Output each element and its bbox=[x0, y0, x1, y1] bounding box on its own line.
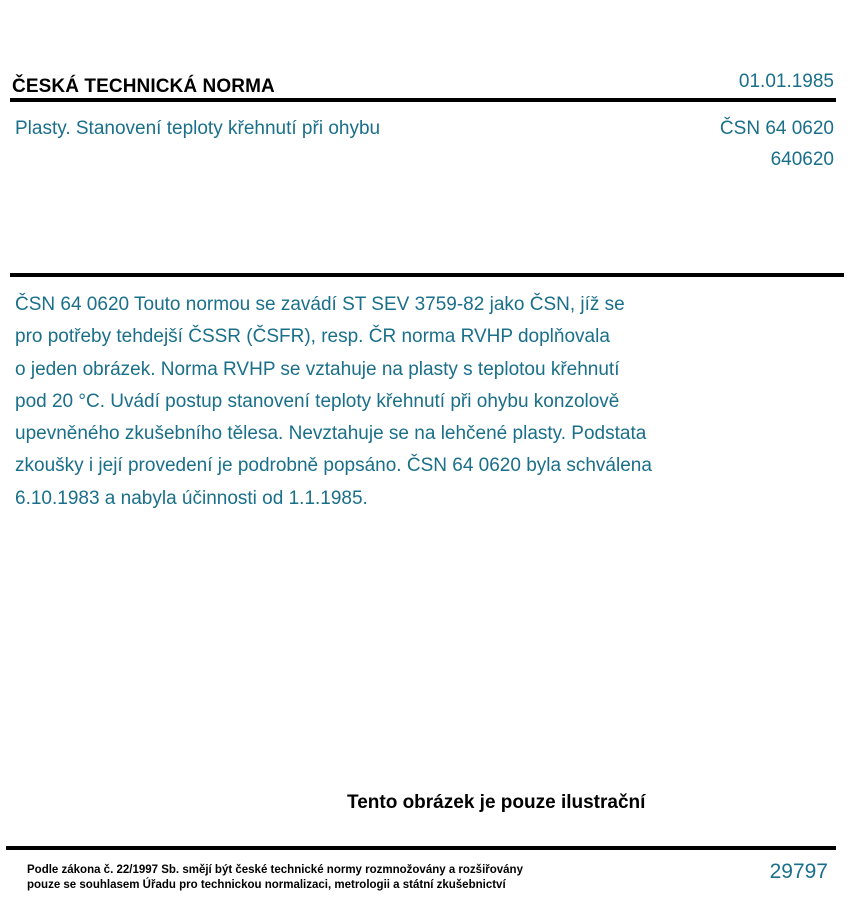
issue-date: 01.01.1985 bbox=[738, 71, 834, 92]
header-divider bbox=[10, 98, 836, 102]
legal-line: pouze se souhlasem Úřadu pro technickou normalizaci, metrologii a státní zkušebnictví bbox=[27, 879, 506, 891]
document-code: ČSN 64 0620 bbox=[719, 118, 834, 139]
norm-title: ČESKÁ TECHNICKÁ NORMA bbox=[12, 76, 275, 97]
abstract-line: upevněného zkušebního tělesa. Nevztahuje se na lehčené plasty. Podstata bbox=[15, 423, 647, 445]
abstract-line: 6.10.1983 a nabyla účinnosti od 1.1.1985. bbox=[15, 487, 368, 509]
abstract-line: pod 20 °C. Uvádí postup stanovení teploty křehnutí při ohybu konzolově bbox=[15, 390, 620, 412]
document-number: 640620 bbox=[770, 149, 834, 170]
abstract-text bbox=[15, 289, 775, 515]
catalog-id: 29797 bbox=[769, 860, 828, 883]
legal-line: Podle zákona č. 22/1997 Sb. smějí být české technické normy rozmnožovány a rozšiřovány bbox=[27, 864, 523, 876]
legal-notice bbox=[27, 863, 523, 893]
abstract-line: o jeden obrázek. Norma RVHP se vztahuje na plasty s teplotou křehnutí bbox=[15, 358, 620, 380]
document-subject: Plasty. Stanovení teploty křehnutí při ohybu bbox=[15, 118, 381, 139]
abstract-line: ČSN 64 0620 Touto normou se zavádí ST SEV 3759-82 jako ČSN, jíž se bbox=[15, 294, 625, 315]
footer-divider bbox=[6, 846, 836, 850]
abstract-line: pro potřeby tehdejší ČSSR (ČSFR), resp. ČR norma RVHP doplňovala bbox=[15, 326, 610, 348]
abstract-line: zkoušky i její provedení je podrobně popsáno. ČSN 64 0620 byla schválena bbox=[15, 455, 652, 477]
section-divider bbox=[10, 273, 844, 277]
illustration-note: Tento obrázek je pouze ilustrační bbox=[347, 792, 646, 813]
